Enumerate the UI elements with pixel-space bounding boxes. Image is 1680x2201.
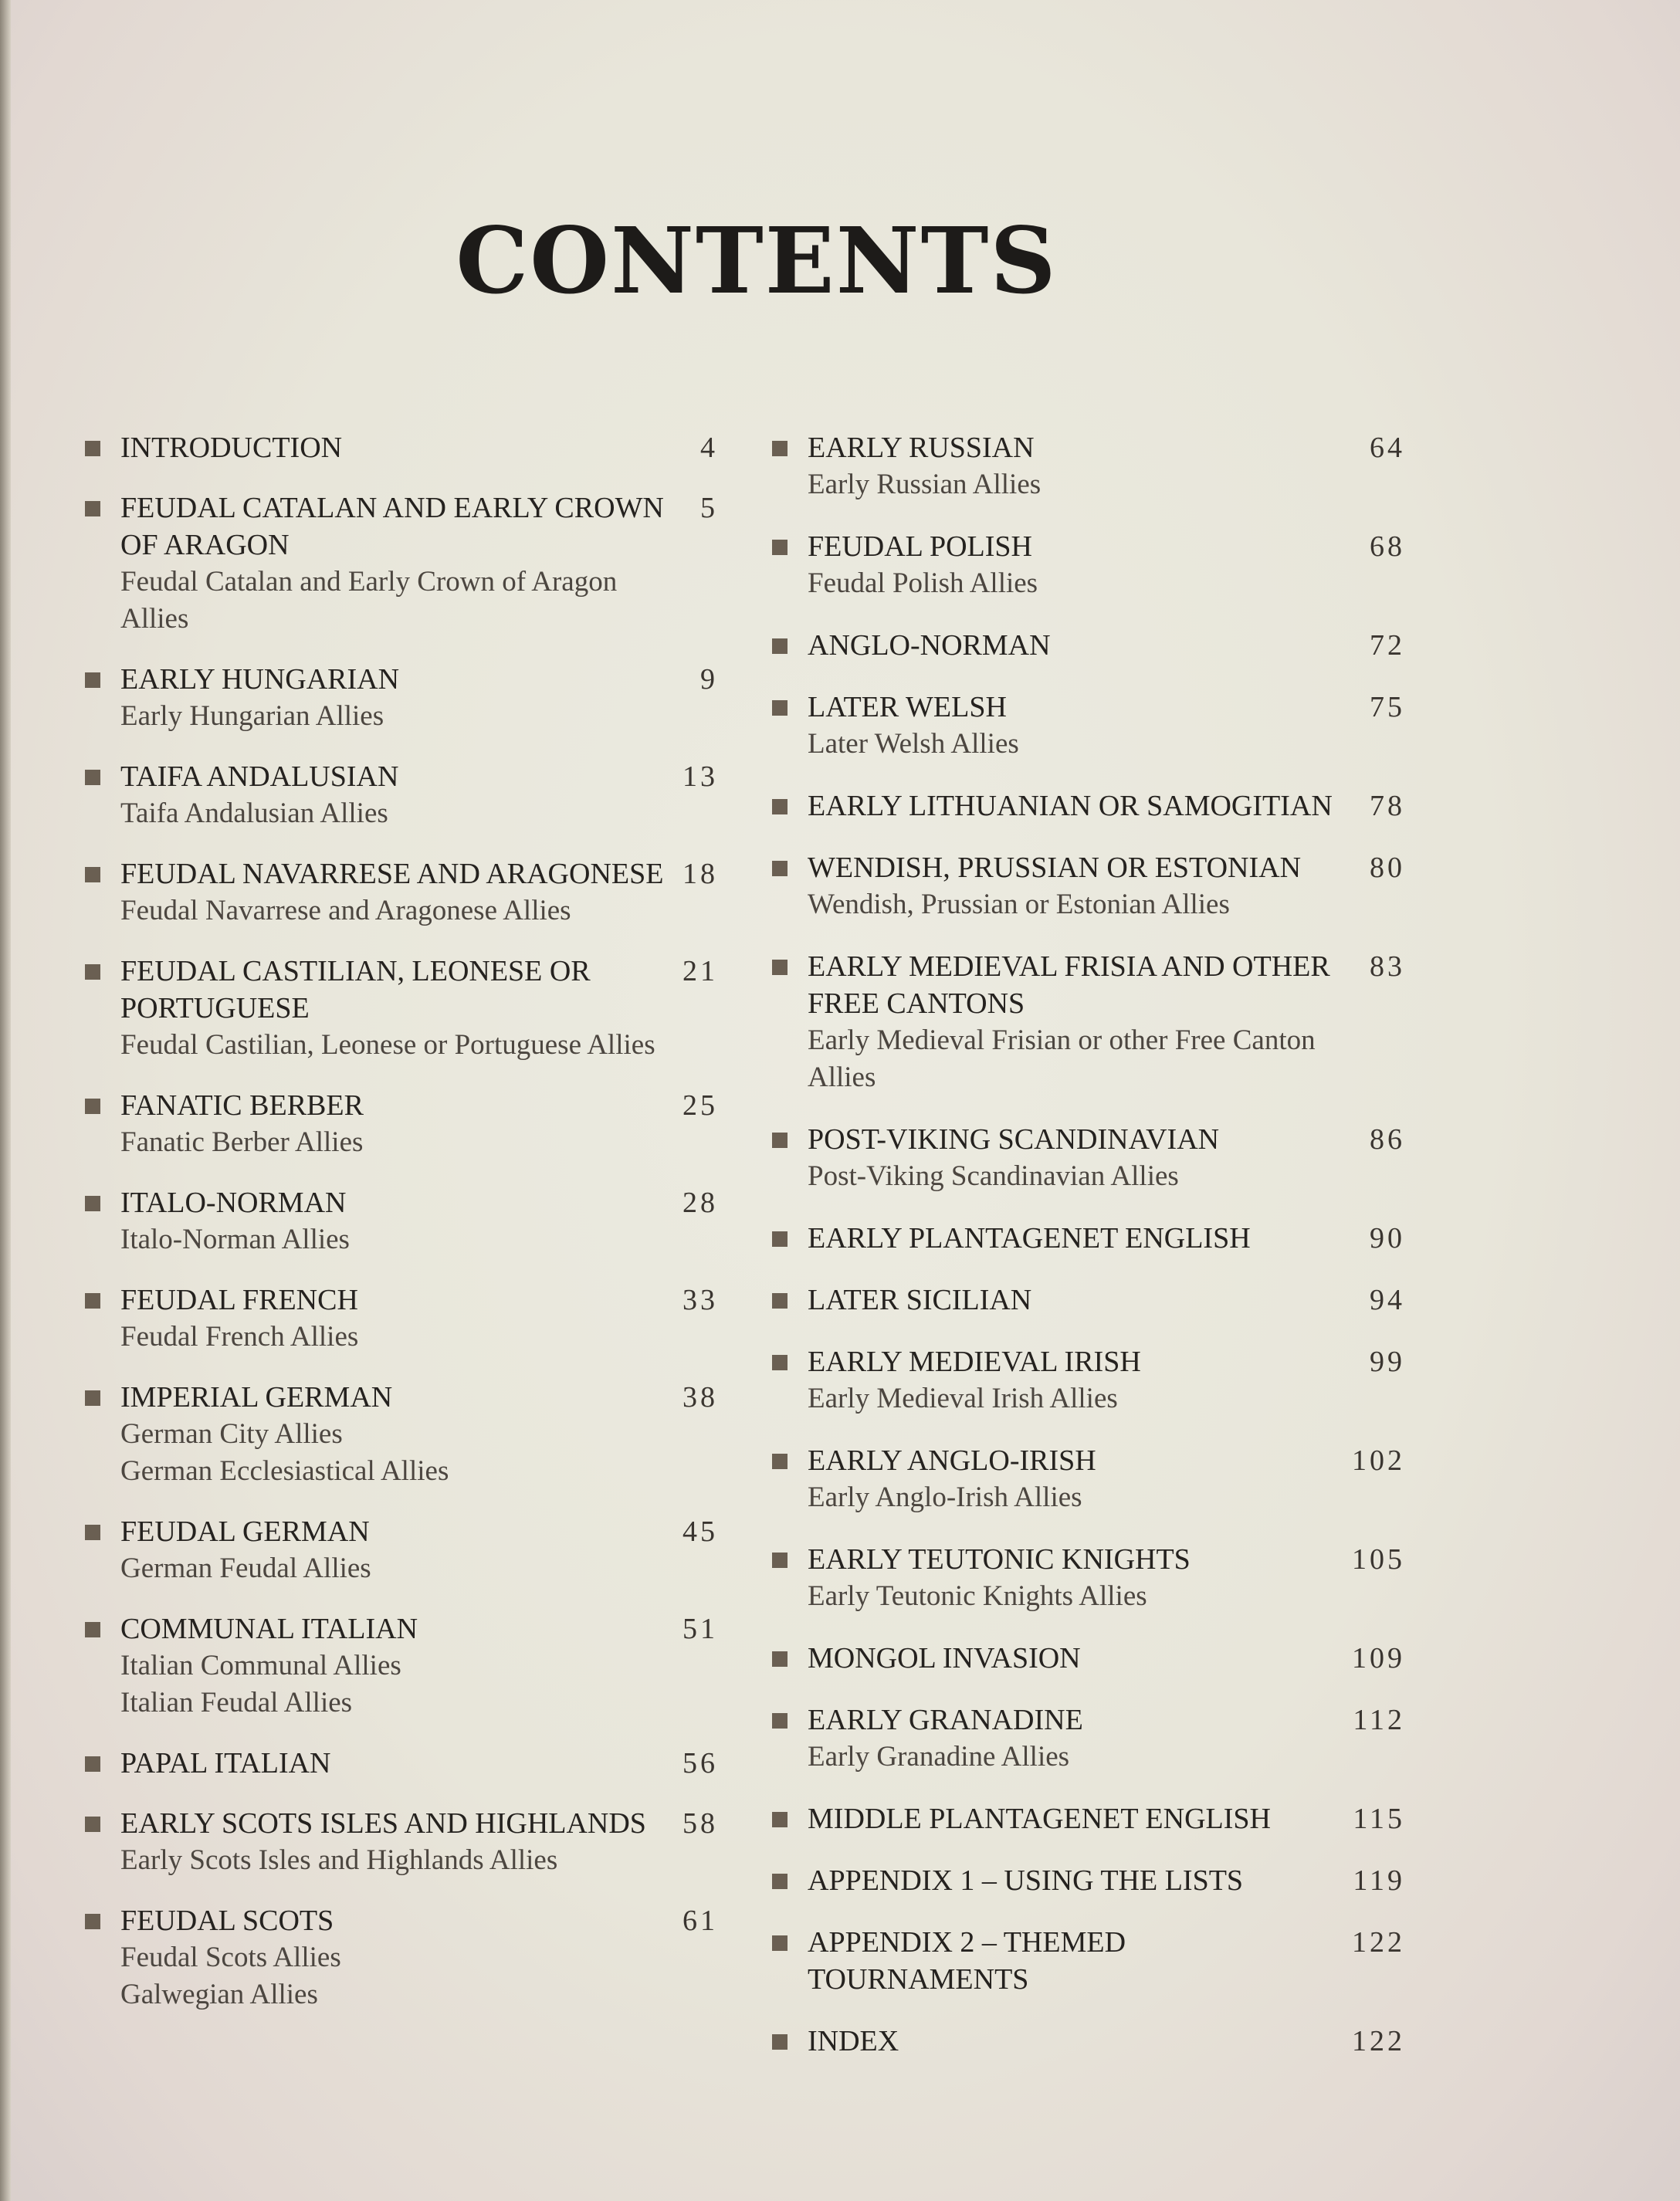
toc-entry-heading: EARLY ANGLO-IRISH [808,1444,1096,1477]
toc-entry[interactable] [85,1902,718,2013]
toc-entry-page-number: 112 [1353,1704,1405,1736]
toc-entry-heading: WENDISH, PRUSSIAN OR ESTONIAN [808,852,1302,884]
square-bullet-icon [772,1874,788,1889]
toc-entry[interactable] [772,849,1405,923]
toc-entry[interactable] [772,1702,1405,1776]
toc-entry[interactable] [85,489,718,638]
toc-entry-heading: COMMUNAL ITALIAN [120,1613,418,1645]
square-bullet-icon [772,960,788,975]
toc-entry-page-number: 80 [1370,852,1405,884]
toc-entry[interactable] [85,429,718,466]
square-bullet-icon [85,770,100,785]
toc-entry-heading: ANGLO-NORMAN [808,629,1051,662]
toc-entry-subtitle: Later Welsh Allies [808,728,1019,760]
toc-entry[interactable] [85,1087,718,1161]
toc-entry-heading: EARLY GRANADINE [808,1704,1083,1736]
toc-entry-heading: MIDDLE PLANTAGENET ENGLISH [808,1803,1271,1835]
toc-entry[interactable] [772,1343,1405,1417]
toc-entry-subtitle: Taifa Andalusian Allies [120,797,388,829]
toc-entry-heading: APPENDIX 1 – USING THE LISTS [808,1864,1244,1897]
toc-entry[interactable] [85,1379,718,1490]
toc-entry-subtitle: Early Hungarian Allies [120,700,384,732]
toc-entry[interactable] [85,855,718,929]
toc-entry-page-number: 13 [682,760,718,793]
square-bullet-icon [85,1390,100,1406]
toc-entry-page-number: 115 [1353,1803,1405,1835]
contents-left-column [85,429,718,2013]
toc-entry[interactable] [772,1282,1405,1319]
toc-entry[interactable] [772,1541,1405,1615]
toc-entry-subtitle: Early Medieval Frisian or other Free Canton Allies [808,1024,1316,1093]
toc-entry-heading: MONGOL INVASION [808,1642,1081,1674]
square-bullet-icon [772,540,788,555]
toc-entry-subtitle: Post-Viking Scandinavian Allies [808,1160,1179,1192]
toc-entry-heading: FEUDAL SCOTS [120,1905,334,1937]
toc-entry-subtitle: Feudal Navarrese and Aragonese Allies [120,895,571,926]
toc-entry-heading: FEUDAL NAVARRESE AND ARAGONESE [120,858,664,890]
square-bullet-icon [772,1454,788,1469]
toc-entry-heading: EARLY RUSSIAN [808,432,1035,464]
square-bullet-icon [772,1133,788,1148]
toc-entry[interactable] [772,1442,1405,1516]
toc-entry-subtitle: Feudal Catalan and Early Crown of Aragon Allies [120,566,618,635]
toc-entry[interactable] [772,528,1405,602]
toc-entry-page-number: 64 [1370,432,1405,464]
toc-entry-page-number: 56 [682,1747,718,1779]
toc-entry-subtitle: German Ecclesiastical Allies [120,1455,449,1487]
square-bullet-icon [772,638,788,654]
toc-entry-subtitle: Feudal Scots Allies [120,1942,341,1973]
toc-entry-heading: EARLY MEDIEVAL IRISH [808,1346,1141,1378]
toc-entry[interactable] [772,2023,1405,2060]
toc-entry-subtitle: Wendish, Prussian or Estonian Allies [808,889,1230,920]
toc-entry-heading: EARLY TEUTONIC KNIGHTS [808,1543,1191,1576]
square-bullet-icon [772,861,788,876]
toc-entry-heading: FEUDAL GERMAN [120,1515,370,1548]
toc-entry-heading: EARLY MEDIEVAL FRISIA AND OTHER FREE CANTONS [808,950,1330,1020]
toc-entry-heading: ITALO-NORMAN [120,1187,347,1219]
toc-entry-subtitle: Early Teutonic Knights Allies [808,1580,1147,1612]
toc-entry-page-number: 109 [1352,1642,1405,1674]
square-bullet-icon [772,2034,788,2050]
toc-entry-heading: FANATIC BERBER [120,1089,364,1122]
toc-entry-page-number: 68 [1370,530,1405,563]
toc-entry[interactable] [85,1513,718,1587]
toc-entry-page-number: 102 [1352,1444,1405,1477]
toc-entry[interactable] [772,948,1405,1096]
toc-entry-heading: FEUDAL CASTILIAN, LEONESE OR PORTUGUESE [120,955,591,1024]
toc-entry-heading: EARLY HUNGARIAN [120,663,400,696]
square-bullet-icon [85,867,100,882]
toc-entry-subtitle: Early Granadine Allies [808,1741,1070,1773]
toc-entry[interactable] [85,1745,718,1782]
toc-entry-subtitle: Italo-Norman Allies [120,1224,350,1255]
toc-entry-subtitle: Italian Communal Allies [120,1650,401,1681]
toc-entry-subtitle: Feudal Polish Allies [808,567,1038,599]
square-bullet-icon [85,1293,100,1309]
square-bullet-icon [772,1935,788,1951]
toc-entry[interactable] [772,1220,1405,1257]
toc-entry-subtitle: Early Scots Isles and Highlands Allies [120,1844,558,1876]
toc-entry-page-number: 38 [682,1381,718,1414]
toc-entry-subtitle: Galwegian Allies [120,1979,318,2010]
toc-entry-subtitle: Early Russian Allies [808,469,1042,500]
toc-entry-subtitle: German City Allies [120,1418,343,1450]
square-bullet-icon [85,1525,100,1540]
page-title: CONTENTS [456,207,1058,314]
toc-entry-subtitle: German Feudal Allies [120,1553,371,1584]
toc-entry-heading: INDEX [808,2025,899,2057]
square-bullet-icon [772,1713,788,1729]
toc-entry-heading: INTRODUCTION [120,432,343,464]
book-spine-edge [0,0,11,2201]
toc-entry[interactable] [772,689,1405,763]
square-bullet-icon [85,501,100,516]
toc-entry-heading: POST-VIKING SCANDINAVIAN [808,1123,1220,1156]
square-bullet-icon [772,700,788,716]
toc-entry-page-number: 86 [1370,1123,1405,1156]
square-bullet-icon [85,1914,100,1929]
toc-entry-heading: EARLY SCOTS ISLES AND HIGHLANDS [120,1807,646,1840]
toc-entry[interactable] [772,1121,1405,1195]
toc-entry-page-number: 72 [1370,629,1405,662]
toc-entry-heading: LATER WELSH [808,691,1007,723]
square-bullet-icon [85,1196,100,1211]
square-bullet-icon [85,441,100,456]
toc-entry-subtitle: Feudal French Allies [120,1321,359,1353]
toc-entry-page-number: 83 [1370,950,1405,983]
square-bullet-icon [772,441,788,456]
toc-entry-page-number: 5 [700,492,718,524]
toc-entry-page-number: 94 [1370,1284,1405,1316]
toc-entry-page-number: 21 [682,955,718,987]
contents-right-column [772,429,1405,2060]
square-bullet-icon [85,1756,100,1772]
toc-entry-page-number: 58 [682,1807,718,1840]
square-bullet-icon [772,799,788,814]
toc-entry-heading: TAIFA ANDALUSIAN [120,760,399,793]
toc-entry-page-number: 105 [1352,1543,1405,1576]
toc-entry-subtitle: Early Medieval Irish Allies [808,1383,1118,1414]
toc-entry[interactable] [772,627,1405,664]
square-bullet-icon [85,1817,100,1832]
toc-entry-page-number: 61 [682,1905,718,1937]
toc-entry[interactable] [772,1924,1405,1998]
square-bullet-icon [772,1553,788,1568]
toc-entry-page-number: 90 [1370,1222,1405,1255]
toc-entry-subtitle: Feudal Castilian, Leonese or Portuguese Allies [120,1029,655,1061]
toc-entry[interactable] [772,1862,1405,1899]
toc-entry-heading: PAPAL ITALIAN [120,1747,331,1779]
toc-entry-page-number: 99 [1370,1346,1405,1378]
toc-entry[interactable] [85,758,718,832]
toc-entry[interactable] [772,787,1405,825]
toc-entry-heading: APPENDIX 2 – THEMED TOURNAMENTS [808,1926,1126,1996]
toc-entry-subtitle: Fanatic Berber Allies [120,1126,364,1158]
toc-entry-page-number: 122 [1352,1926,1405,1959]
square-bullet-icon [772,1293,788,1309]
toc-entry-page-number: 119 [1353,1864,1405,1897]
toc-entry-page-number: 28 [682,1187,718,1219]
toc-entry-page-number: 4 [700,432,718,464]
toc-entry-page-number: 9 [700,663,718,696]
toc-entry[interactable] [85,661,718,735]
toc-entry[interactable] [772,429,1405,503]
toc-entry-page-number: 122 [1352,2025,1405,2057]
square-bullet-icon [772,1355,788,1370]
toc-entry[interactable] [85,1184,718,1258]
toc-entry-page-number: 78 [1370,790,1405,822]
toc-entry-page-number: 75 [1370,691,1405,723]
square-bullet-icon [772,1231,788,1247]
toc-entry-heading: EARLY LITHUANIAN OR SAMOGITIAN [808,790,1333,822]
toc-entry-subtitle: Early Anglo-Irish Allies [808,1481,1082,1513]
toc-entry-subtitle: Italian Feudal Allies [120,1687,353,1718]
square-bullet-icon [85,1622,100,1637]
toc-entry[interactable] [85,953,718,1064]
toc-entry[interactable] [85,1610,718,1722]
toc-entry-heading: FEUDAL FRENCH [120,1284,358,1316]
toc-entry-page-number: 18 [682,858,718,890]
square-bullet-icon [85,672,100,688]
toc-entry-heading: FEUDAL POLISH [808,530,1032,563]
toc-entry[interactable] [772,1640,1405,1677]
square-bullet-icon [85,1099,100,1114]
square-bullet-icon [772,1651,788,1667]
toc-entry-heading: FEUDAL CATALAN AND EARLY CROWN OF ARAGON [120,492,664,561]
toc-entry[interactable] [85,1282,718,1356]
toc-entry-page-number: 45 [682,1515,718,1548]
toc-entry[interactable] [85,1805,718,1879]
square-bullet-icon [85,964,100,980]
toc-entry[interactable] [772,1800,1405,1837]
toc-entry-heading: IMPERIAL GERMAN [120,1381,393,1414]
toc-entry-page-number: 25 [682,1089,718,1122]
toc-entry-page-number: 33 [682,1284,718,1316]
toc-entry-heading: EARLY PLANTAGENET ENGLISH [808,1222,1251,1255]
toc-entry-page-number: 51 [682,1613,718,1645]
square-bullet-icon [772,1812,788,1827]
toc-entry-heading: LATER SICILIAN [808,1284,1032,1316]
